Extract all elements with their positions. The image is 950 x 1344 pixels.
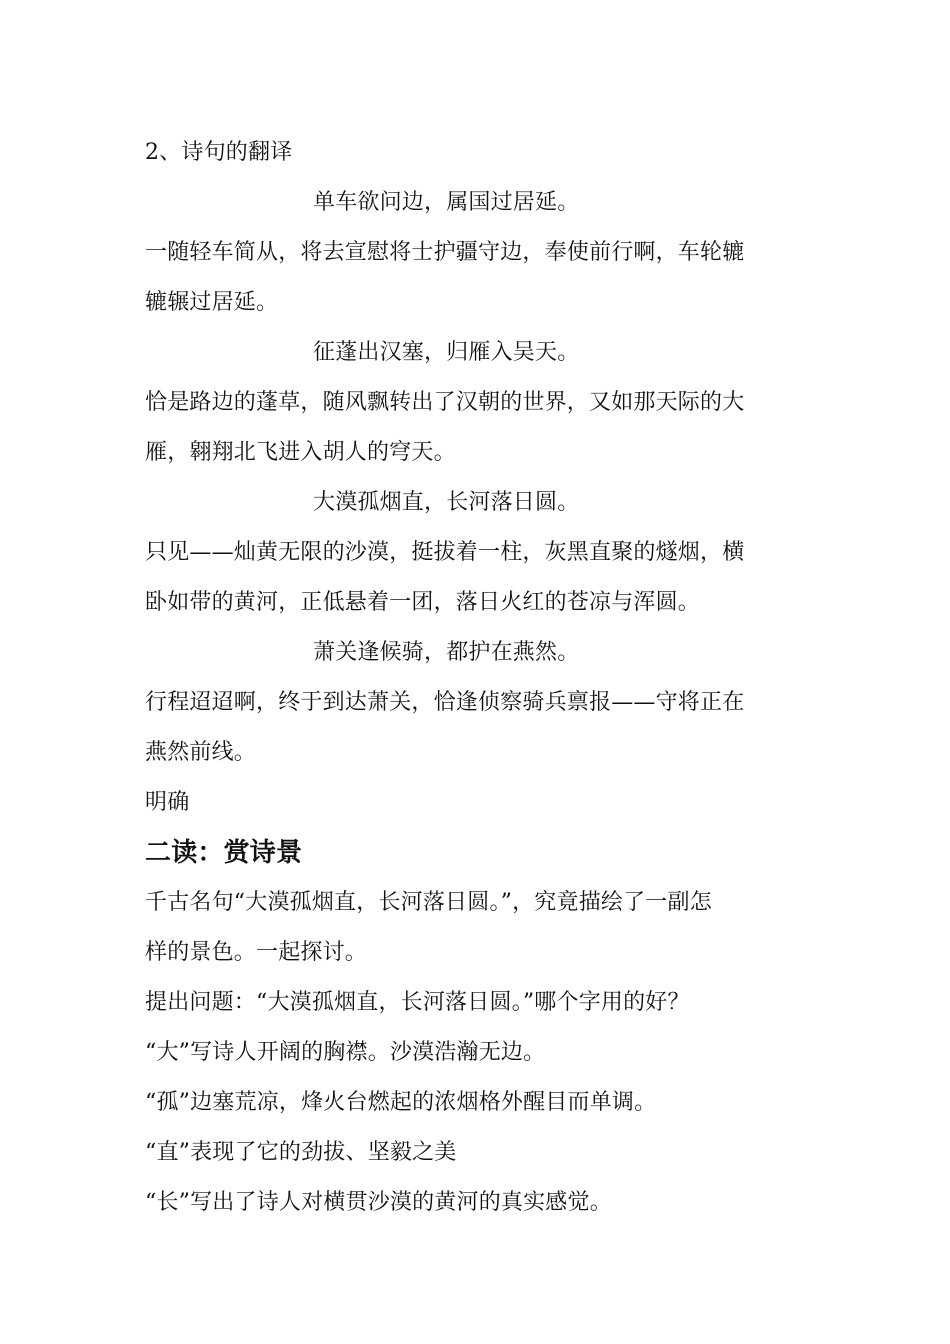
- poem-line: 单车欲问边，属国过居延。: [313, 190, 580, 215]
- translation-line: 辘辗过居延。: [145, 290, 279, 315]
- section-subtitle: 2、诗句的翻译: [145, 140, 293, 165]
- analysis-line: “长”写出了诗人对横贯沙漠的黄河的真实感觉。: [145, 1190, 612, 1215]
- analysis-line: “直”表现了它的劲拔、坚毅之美: [145, 1140, 457, 1165]
- translation-line: 雁，翱翔北飞进入胡人的穹天。: [145, 440, 456, 465]
- translation-line: 卧如带的黄河，正低悬着一团，落日火红的苍凉与浑圆。: [145, 590, 701, 615]
- poem-line: 征蓬出汉塞，归雁入吴天。: [313, 340, 580, 365]
- translation-line: 恰是路边的蓬草，随风飘转出了汉朝的世界，又如那天际的大: [145, 390, 745, 415]
- translation-line: 只见——灿黄无限的沙漠，挺拔着一柱，灰黑直聚的燧烟，横: [145, 540, 745, 565]
- analysis-line: “大”写诗人开阔的胸襟。沙漠浩瀚无边。: [145, 1040, 546, 1065]
- document-body: [145, 128, 815, 1228]
- translation-line: 燕然前线。: [145, 740, 257, 765]
- body-line: 样的景色。一起探讨。: [145, 940, 368, 965]
- translation-line: 一随轻车简从，将去宣慰将士护疆守边，奉使前行啊，车轮辘: [145, 240, 745, 265]
- body-line: 千古名句“大漠孤烟直，长河落日圆。”，究竟描绘了一副怎: [145, 890, 712, 915]
- poem-line: 大漠孤烟直，长河落日圆。: [313, 490, 580, 515]
- note-line: 明确: [145, 790, 190, 815]
- section-heading: 二读：赏诗景: [145, 838, 303, 868]
- analysis-line: “孤”边塞荒凉，烽火台燃起的浓烟格外醒目而单调。: [145, 1090, 657, 1115]
- translation-line: 行程迢迢啊，终于到达萧关，恰逢侦察骑兵禀报——守将正在: [145, 690, 745, 715]
- question-line: 提出问题：“大漠孤烟直，长河落日圆。”哪个字用的好？: [145, 990, 690, 1015]
- poem-line: 萧关逢候骑，都护在燕然。: [313, 640, 580, 665]
